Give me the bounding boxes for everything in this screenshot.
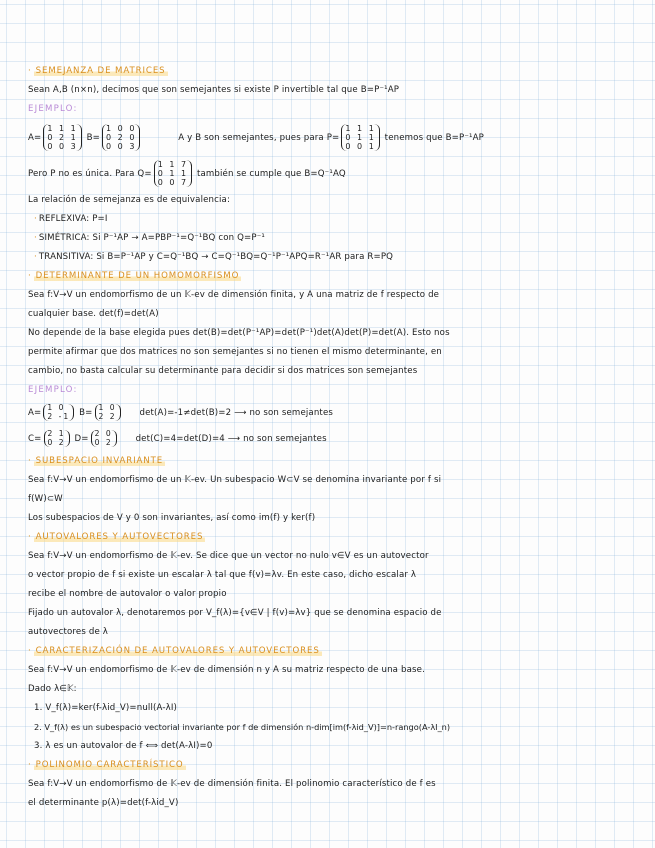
label-det-d: D=	[74, 434, 89, 444]
determinante-line-1: Sea f:V→V un endomorfismo de un 𝕂-ev de dimensión finita, y A una matriz de f respecto de	[28, 290, 440, 300]
heading-autovalores: · AUTOVALORES Y AUTOVECTORES	[28, 532, 204, 542]
example-matrices-row	[28, 119, 638, 157]
subespacio-line-2: f(W)⊂W	[28, 494, 63, 504]
determinante-line-4: permite afirmar que dos matrices no son semejantes si no tienen el mismo determinante, en	[28, 347, 442, 357]
det-example-cd	[28, 426, 638, 452]
det-ab-text: det(A)=-1≠det(B)=2 ⟶ no son semejantes	[139, 408, 334, 418]
simetrica-item: · SIMÉTRICA: Si P⁻¹AP → A=PBP⁻¹=Q⁻¹BQ con Q=P⁻¹	[34, 233, 265, 243]
caracterizacion-line-2: Dado λ∈𝕂:	[28, 684, 77, 694]
caracterizacion-item-3: 3. λ es un autovalor de f ⟺ det(A-λI)=0	[34, 741, 213, 751]
matrix-b: 1 0 0 0 2 0 0 0 3	[102, 124, 140, 151]
subespacio-line-3: Los subespacios de V y 0 son invariantes, así como im(f) y ker(f)	[28, 513, 316, 523]
matrix-a: 1 1 1 0 2 1 0 0 3	[43, 124, 81, 151]
semejanza-definition: Sean A,B (n×n), decimos que son semejantes si existe P invertible tal que B=P⁻¹AP	[28, 85, 400, 95]
determinante-line-3: No depende de la base elegida pues det(B)=det(P⁻¹AP)=det(P⁻¹)det(A)det(P)=det(A). Esto nos	[28, 328, 450, 338]
heading-determinante: · DETERMINANTE DE UN HOMOMORFISMO	[28, 271, 240, 281]
determinante-line-2: cualquier base. det(f)=det(A)	[28, 309, 159, 319]
heading-semejanza: · SEMEJANZA DE MATRICES	[28, 66, 166, 76]
equivalence-text: La relación de semejanza es de equivalencia:	[28, 195, 231, 205]
det-cd-text: det(C)=4=det(D)=4 ⟶ no son semejantes	[135, 434, 327, 444]
autovalores-line-2: o vector propio de f si existe un escalar λ tal que f(v)=λv. En este caso, dicho escalar λ	[28, 570, 417, 580]
heading-caracterizacion: · CARACTERIZACIÓN DE AUTOVALORES Y AUTOVECTORES	[28, 646, 320, 656]
similar-text: A y B son semejantes, pues para P=	[178, 133, 340, 143]
determinante-line-5: cambio, no basta calcular su determinante para decidir si dos matrices son semejantes	[28, 366, 418, 376]
heading-subespacio: · SUBESPACIO INVARIANTE	[28, 456, 164, 466]
autovalores-line-4: Fijado un autovalor λ, denotaremos por V_f(λ)={v∈V | f(v)=λv} que se denomina espacio de	[28, 608, 442, 618]
caracterizacion-item-1: 1. V_f(λ)=ker(f-λid_V)=null(A-λI)	[34, 703, 178, 713]
transitiva-item: · TRANSITIVA: Si B=P⁻¹AP y C=Q⁻¹BQ → C=Q⁻¹BQ=Q⁻¹P⁻¹APQ=R⁻¹AR para R=PQ	[34, 252, 394, 262]
polinomio-line-2: el determinante p(λ)=det(f-λid_V)	[28, 798, 179, 808]
label-matrix-a: A=	[28, 133, 42, 143]
label-det-b: B=	[79, 408, 93, 418]
autovalores-line-1: Sea f:V→V un endomorfismo de 𝕂-ev. Se dice que un vector no nulo v∈V es un autovector	[28, 551, 429, 561]
subespacio-line-1: Sea f:V→V un endomorfismo de un 𝕂-ev. Un subespacio W⊂V se denomina invariante por f si	[28, 475, 442, 485]
polinomio-line-1: Sea f:V→V un endomorfismo de 𝕂-ev de dimensión finita. El polinomio característico de f es	[28, 779, 436, 789]
caracterizacion-item-2: 2. V_f(λ) es un subespacio vectorial invariante por f de dimensión n-dim[im(f-λid_V)]=n-rango(A-λI_n)	[34, 722, 451, 732]
label-det-c: C=	[28, 434, 42, 444]
not-unique-text: Pero P no es única. Para Q=	[28, 169, 152, 179]
det-example-ab	[28, 400, 638, 426]
label-matrix-b: B=	[86, 133, 101, 143]
det-matrix-b: 1 0 2 2	[95, 404, 121, 421]
ejemplo-label-2: EJEMPLO:	[28, 385, 78, 395]
note-page	[28, 62, 638, 813]
heading-polinomio: · POLINOMIO CARACTERÍSTICO	[28, 760, 184, 770]
q-text-2: también se cumple que B=Q⁻¹AQ	[196, 169, 346, 179]
autovalores-line-5: autovectores de λ	[28, 627, 109, 637]
det-matrix-d: 2 0 0 2	[91, 430, 117, 447]
ejemplo-label-1: EJEMPLO:	[28, 104, 78, 114]
det-matrix-a: 1 0 2 -1	[43, 404, 74, 421]
label-det-a: A=	[28, 408, 42, 418]
matrix-p: 1 1 1 0 1 1 0 0 1	[341, 124, 379, 151]
reflexiva-item: · REFLEXIVA: P=I	[34, 214, 108, 224]
autovalores-line-3: recibe el nombre de autovalor o valor propio	[28, 589, 227, 599]
q-matrix-row	[28, 157, 638, 191]
similar-text-2: tenemos que B=P⁻¹AP	[384, 133, 484, 143]
det-matrix-c: 2 1 0 2	[44, 430, 70, 447]
caracterizacion-line-1: Sea f:V→V un endomorfismo de 𝕂-ev de dimensión n y A su matriz respecto de una base.	[28, 665, 425, 675]
matrix-q: 1 1 7 0 1 1 0 0 7	[154, 160, 192, 187]
